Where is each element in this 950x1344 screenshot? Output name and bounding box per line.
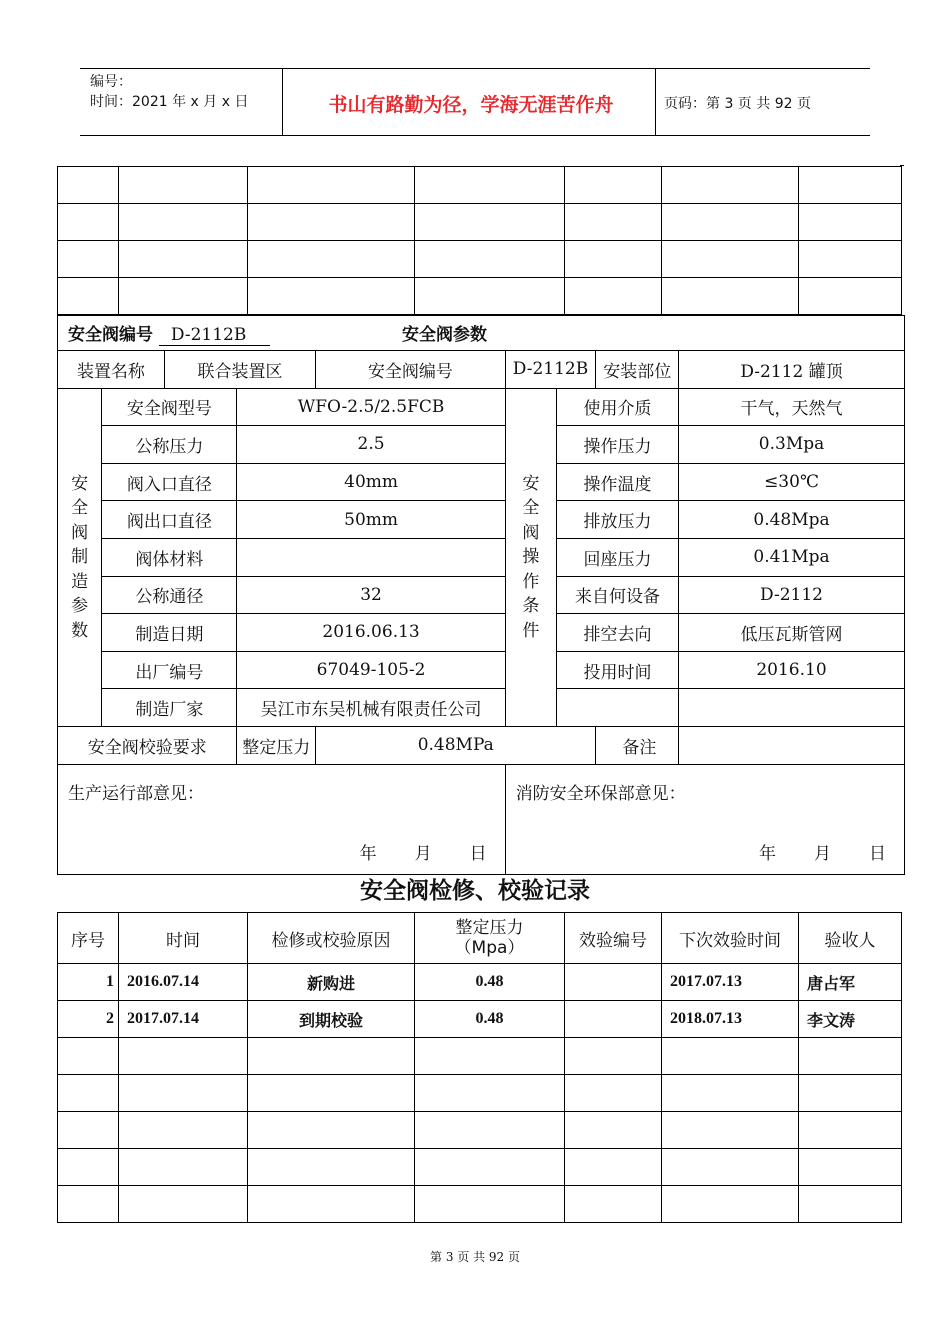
mfg-label: 公称通径 xyxy=(102,576,237,614)
opinion-row xyxy=(58,764,905,874)
device-row xyxy=(58,351,905,389)
param-row xyxy=(58,463,905,501)
col-seq: 序号 xyxy=(58,913,119,964)
mfg-value: 2.5 xyxy=(237,426,505,464)
cell-receiver: 唐占军 xyxy=(799,964,902,1001)
device-label: 装置名称 xyxy=(58,351,165,389)
opinion-production xyxy=(58,764,506,874)
col-code: 效验编号 xyxy=(565,913,662,964)
year-label: 年 xyxy=(359,843,377,864)
col-pressure xyxy=(415,913,565,964)
day-label: 日 xyxy=(869,843,886,864)
page-footer: 第 3 页 共 92 页 xyxy=(430,1250,520,1264)
mfg-label: 阀体材料 xyxy=(102,538,237,576)
mfg-value: 2016.06.13 xyxy=(237,614,505,652)
table-row-empty xyxy=(58,1075,902,1112)
blank-row xyxy=(58,167,902,204)
op-label: 操作压力 xyxy=(557,426,679,464)
opinion-safety-label: 消防安全环保部意见： xyxy=(515,783,686,804)
mfg-value: 50mm xyxy=(237,501,505,539)
number-label: 编号： xyxy=(90,74,132,90)
mfg-value: 吴江市东吴机械有限责任公司 xyxy=(237,689,505,727)
title-no-value: D-2112B xyxy=(159,325,270,346)
mfg-value: WFO-2.5/2.5FCB xyxy=(237,388,505,426)
param-row xyxy=(58,388,905,426)
date-fields xyxy=(322,839,487,864)
record-header-row xyxy=(58,913,902,964)
header-motto: 书山有路勤为径，学海无涯苦作舟 xyxy=(328,94,614,116)
mfg-group-label xyxy=(58,388,102,726)
month-label: 月 xyxy=(814,843,831,864)
page-header xyxy=(80,68,870,136)
location-label: 安装部位 xyxy=(596,351,679,389)
cell-reason: 新购进 xyxy=(248,964,415,1001)
opinion-safety xyxy=(505,764,904,874)
param-row xyxy=(58,576,905,614)
cell-seq: 1 xyxy=(58,964,119,1001)
col-pressure-line2: （Mpa） xyxy=(454,938,525,958)
date-label: 时间：2021 年 x 月 x 日 xyxy=(90,94,249,110)
blank-row xyxy=(58,278,902,315)
param-row xyxy=(58,538,905,576)
calib-req-label: 安全阀校验要求 xyxy=(58,726,237,764)
op-value: 2016.10 xyxy=(679,651,905,689)
mfg-group-text: 安全阀制造参数 xyxy=(71,473,89,641)
table-row-empty xyxy=(58,1186,902,1223)
op-value: ≤30℃ xyxy=(679,463,905,501)
col-time: 时间 xyxy=(119,913,248,964)
remark-label: 备注 xyxy=(596,726,679,764)
header-top-rule xyxy=(80,68,870,69)
cell-pressure: 0.48 xyxy=(415,964,565,1001)
op-group-label xyxy=(505,388,556,726)
mfg-label: 公称压力 xyxy=(102,426,237,464)
header-page-label: 页码：第 3 页 共 92 页 xyxy=(664,96,811,112)
mfg-label: 制造日期 xyxy=(102,614,237,652)
table-row-empty xyxy=(58,1112,902,1149)
mfg-label: 安全阀型号 xyxy=(102,388,237,426)
edge-tick xyxy=(900,165,904,166)
op-value: D-2112 xyxy=(679,576,905,614)
mfg-value: 67049-105-2 xyxy=(237,651,505,689)
valve-params-table xyxy=(57,315,905,875)
table-row-empty xyxy=(58,1149,902,1186)
op-label xyxy=(557,689,679,727)
table-row-empty xyxy=(58,1038,902,1075)
cell-pressure: 0.48 xyxy=(415,1001,565,1038)
cell-time: 2016.07.14 xyxy=(119,964,248,1001)
op-value: 干气，天然气 xyxy=(679,388,905,426)
op-label: 来自何设备 xyxy=(557,576,679,614)
calib-row xyxy=(58,726,905,764)
cell-next: 2017.07.13 xyxy=(662,964,799,1001)
op-label: 投用时间 xyxy=(557,651,679,689)
device-value: 联合装置区 xyxy=(164,351,315,389)
record-table xyxy=(57,912,902,1223)
location-value: D-2112 罐顶 xyxy=(679,351,905,389)
params-title-row xyxy=(58,316,905,351)
param-row xyxy=(58,426,905,464)
col-reason: 检修或校验原因 xyxy=(248,913,415,964)
table-row xyxy=(58,1001,902,1038)
mfg-label: 制造厂家 xyxy=(102,689,237,727)
blank-row xyxy=(58,204,902,241)
op-value: 0.3Mpa xyxy=(679,426,905,464)
title-no-label: 安全阀编号 xyxy=(68,325,153,345)
cell-reason: 到期校验 xyxy=(248,1001,415,1038)
param-row xyxy=(58,689,905,727)
op-group-text: 安全阀操作条件 xyxy=(522,473,540,641)
cell-next: 2018.07.13 xyxy=(662,1001,799,1038)
op-value: 0.48Mpa xyxy=(679,501,905,539)
record-title: 安全阀检修、校验记录 xyxy=(360,878,590,904)
mfg-value: 40mm xyxy=(237,463,505,501)
mfg-label: 阀入口直径 xyxy=(102,463,237,501)
op-label: 操作温度 xyxy=(557,463,679,501)
param-row xyxy=(58,614,905,652)
op-label: 使用介质 xyxy=(557,388,679,426)
op-value xyxy=(679,689,905,727)
cell-time: 2017.07.14 xyxy=(119,1001,248,1038)
header-bottom-rule xyxy=(80,135,870,136)
op-label: 排空去向 xyxy=(557,614,679,652)
op-label: 回座压力 xyxy=(557,538,679,576)
col-next: 下次效验时间 xyxy=(662,913,799,964)
param-row xyxy=(58,501,905,539)
set-pressure-value: 0.48MPa xyxy=(316,726,596,764)
mfg-label: 出厂编号 xyxy=(102,651,237,689)
valve-no-label: 安全阀编号 xyxy=(316,351,506,389)
title-params-label: 安全阀参数 xyxy=(402,325,487,345)
mfg-value: 32 xyxy=(237,576,505,614)
month-label: 月 xyxy=(414,843,432,864)
blank-grid-top xyxy=(57,166,902,315)
cell-seq: 2 xyxy=(58,1001,119,1038)
year-label: 年 xyxy=(759,843,776,864)
date-fields xyxy=(721,839,886,864)
set-pressure-label: 整定压力 xyxy=(237,726,316,764)
header-meta xyxy=(90,72,248,112)
table-row xyxy=(58,964,902,1001)
opinion-production-label: 生产运行部意见： xyxy=(68,783,204,804)
op-label: 排放压力 xyxy=(557,501,679,539)
valve-no-value: D-2112B xyxy=(505,351,596,389)
remark-value xyxy=(679,726,905,764)
mfg-label: 阀出口直径 xyxy=(102,501,237,539)
col-receiver: 验收人 xyxy=(799,913,902,964)
col-pressure-line1: 整定压力 xyxy=(455,918,524,938)
day-label: 日 xyxy=(469,843,487,864)
blank-row xyxy=(58,241,902,278)
op-value: 低压瓦斯管网 xyxy=(679,614,905,652)
header-divider xyxy=(282,68,283,136)
cell-code xyxy=(565,964,662,1001)
mfg-value xyxy=(237,538,505,576)
param-row xyxy=(58,651,905,689)
cell-receiver: 李文涛 xyxy=(799,1001,902,1038)
op-value: 0.41Mpa xyxy=(679,538,905,576)
cell-code xyxy=(565,1001,662,1038)
